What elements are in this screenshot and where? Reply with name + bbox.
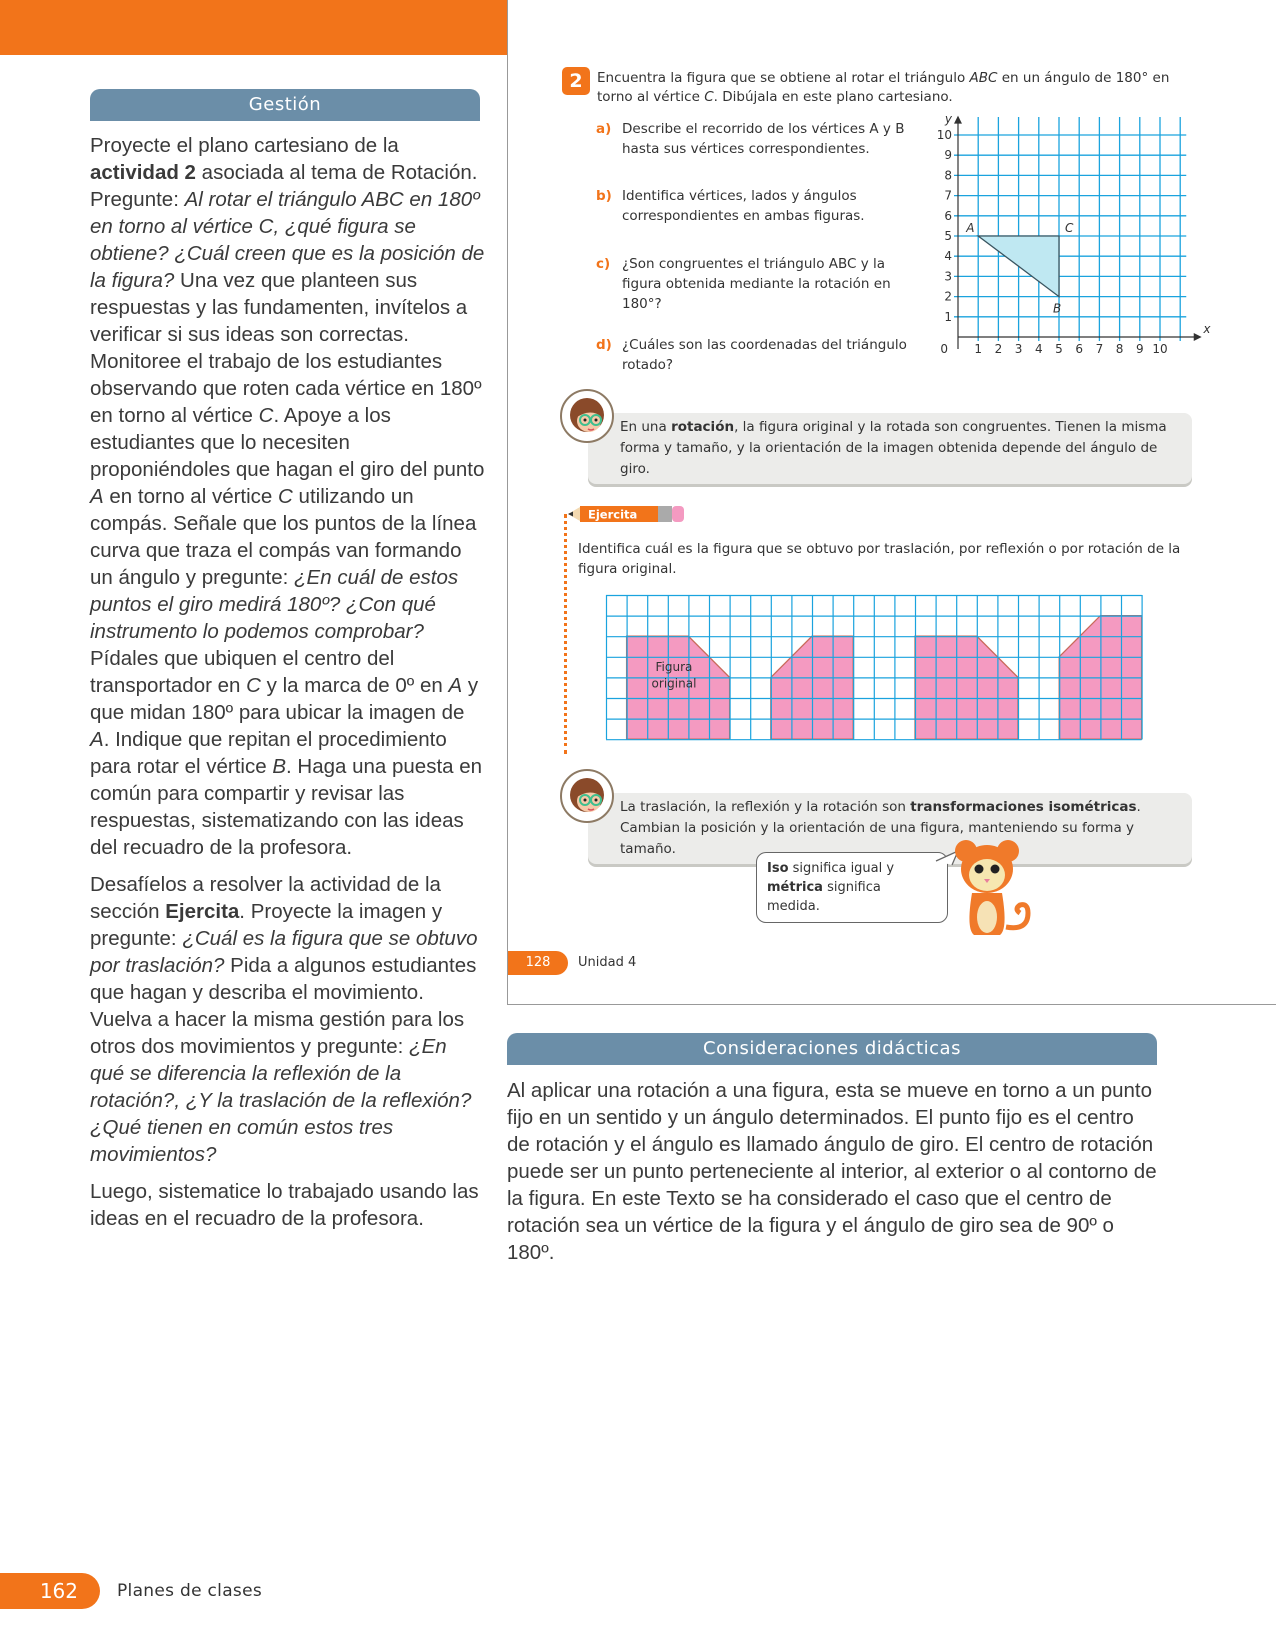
activity-number-badge: 2 bbox=[562, 67, 590, 95]
svg-text:10: 10 bbox=[1152, 342, 1168, 356]
svg-text:5: 5 bbox=[944, 229, 952, 243]
ejercita-pencil-label bbox=[568, 504, 688, 524]
svg-text:Ejercita: Ejercita bbox=[588, 507, 638, 522]
teacher-avatar-2 bbox=[560, 769, 614, 823]
figure-original-label-2: original bbox=[651, 676, 697, 691]
svg-text:6: 6 bbox=[944, 208, 952, 223]
axes bbox=[955, 117, 1200, 349]
svg-text:9: 9 bbox=[1135, 342, 1144, 356]
mascot-monkey-icon bbox=[936, 839, 1046, 939]
ejercita-instruction: Identifica cuál es la figura que se obtuvo por traslación, por reflexión o por rotación de la figura original. bbox=[578, 541, 1181, 577]
footer-label: Planes de clases bbox=[117, 1581, 262, 1601]
activity-instruction: Encuentra la figura que se obtiene al rotar el triángulo ABC en un ángulo de 180° en torno al vértice C. Dibújala en este plano cartesiano. bbox=[597, 70, 1170, 105]
question-c: c) ¿Son congruentes el triángulo ABC y la figura obtenida mediante la rotación en 180°? bbox=[596, 256, 891, 312]
student-page-thumbnail bbox=[507, 0, 1276, 1005]
top-orange-bar bbox=[0, 0, 507, 55]
svg-text:1: 1 bbox=[974, 342, 983, 356]
gestion-paragraph-3: Luego, sistematice lo trabajado usando las ideas en el recuadro de la profesora. bbox=[90, 1180, 479, 1230]
cartesian-plane bbox=[928, 112, 1211, 377]
svg-text:5: 5 bbox=[1055, 342, 1063, 356]
ejercita-dotted-line bbox=[564, 514, 567, 754]
speech-bubble-tip: Iso significa igual y métrica significa medida. bbox=[756, 852, 948, 923]
svg-text:7: 7 bbox=[1095, 342, 1104, 356]
svg-text:8: 8 bbox=[944, 168, 952, 183]
svg-text:B: B bbox=[1053, 301, 1062, 316]
svg-text:6: 6 bbox=[1075, 342, 1084, 356]
svg-text:10: 10 bbox=[936, 128, 952, 142]
considerations-text: Al aplicar una rotación a una figura, esta se mueve en torno a un punto fijo en un sentido y un ángulo determinados. El punto fijo es el centro de rotación y el ángulo es llamado ángulo de giro. El centro de rotación puede ser un punto perteneciente al interior, al exterior o al contorno de la figura. En este Texto se ha considerado el caso que el centro de rotación sea un vértice de la figura y el ángulo de giro sea de 90º o 180º. bbox=[507, 1079, 1157, 1264]
gestion-text bbox=[90, 132, 485, 1242]
svg-text:3: 3 bbox=[1014, 342, 1023, 356]
teacher-avatar bbox=[560, 389, 614, 443]
unit-label: Unidad 4 bbox=[578, 955, 637, 970]
question-a: a) Describe el recorrido de los vértices A y B hasta sus vértices correspondientes. bbox=[596, 121, 905, 157]
svg-text:4: 4 bbox=[1034, 342, 1043, 356]
student-page-number: 128 bbox=[508, 951, 568, 975]
figure-original-label-1: Figura bbox=[655, 660, 693, 675]
teacher-callout-isometric: La traslación, la reflexión y la rotación son transformaciones isométricas. Cambian la posición y la orientación de una figura, manteniendo su forma y tamaño. bbox=[588, 793, 1192, 864]
considerations-header: Consideraciones didácticas bbox=[507, 1033, 1157, 1065]
svg-text:y: y bbox=[944, 112, 952, 126]
svg-text:8: 8 bbox=[1115, 342, 1124, 356]
svg-text:2: 2 bbox=[944, 289, 952, 304]
svg-text:4: 4 bbox=[944, 249, 952, 264]
svg-text:x: x bbox=[1203, 322, 1211, 336]
svg-text:9: 9 bbox=[944, 148, 952, 163]
transformations-grid bbox=[606, 595, 1146, 745]
svg-text:C: C bbox=[1065, 221, 1074, 235]
gestion-paragraph-1: Proyecte el plano cartesiano de la actividad 2 asociada al tema de Rotación. Pregunte: Al rotar el triángulo ABC en 180º en torno al vértice C, ¿qué figura se obtiene? ¿Cuál creen que es la posición de la figura? Una vez que planteen sus respuestas y las fundamenten, invítelos a verificar si sus ideas son correctas. Monitoree el trabajo de los estudiantes observando que roten cada vértice en 180º en torno al vértice C. Apoye a los estudiantes que lo necesiten proponiéndoles que hagan el giro del punto A en torno al vértice C utilizando un compás. Señale que los puntos de la línea curva que traza el compás van formando un ángulo y pregunte: ¿En cuál de estos puntos el giro medirá 180º? ¿Con qué instrumento lo podemos comprobar? Pídales que ubiquen el centro del transportador en C y la marca de 0º en A y que midan 180º para ubicar la imagen de A. Indique que repitan el procedimiento para rotar el vértice B. Haga una puesta en común para compartir y revisar las respuestas, sistematizando con las ideas del recuadro de la profesora. bbox=[90, 134, 485, 859]
page-number-badge: 162 bbox=[0, 1573, 100, 1609]
svg-text:A: A bbox=[966, 221, 975, 235]
gestion-paragraph-2: Desafíelos a resolver la actividad de la sección Ejercita. Proyecte la imagen y pregunte: ¿Cuál es la figura que se obtuvo por traslación? Pida a algunos estudiantes que hagan y describa el movimiento. Vuelva a hacer la misma gestión para los otros dos movimientos y pregunte: ¿En qué se diferencia la reflexión de la rotación?, ¿Y la traslación de la reflexión? ¿Qué tienen en común estos tres movimientos? bbox=[90, 873, 478, 1166]
svg-text:7: 7 bbox=[944, 188, 952, 203]
svg-text:0: 0 bbox=[940, 342, 948, 356]
teacher-face-icon bbox=[562, 391, 612, 441]
svg-text:2: 2 bbox=[994, 342, 1003, 356]
teacher-callout-rotation: En una rotación, la figura original y la rotada son congruentes. Tienen la misma forma y tamaño, y la orientación de la imagen obtenida depende del ángulo de giro. bbox=[588, 413, 1192, 484]
svg-text:1: 1 bbox=[944, 309, 952, 324]
question-b: b) Identifica vértices, lados y ángulos correspondientes en ambas figuras. bbox=[596, 188, 865, 224]
teacher-face-icon bbox=[562, 771, 612, 821]
svg-text:3: 3 bbox=[944, 269, 952, 284]
question-d: d) ¿Cuáles son las coordenadas del triángulo rotado? bbox=[596, 337, 907, 373]
gestion-header: Gestión bbox=[90, 89, 480, 121]
